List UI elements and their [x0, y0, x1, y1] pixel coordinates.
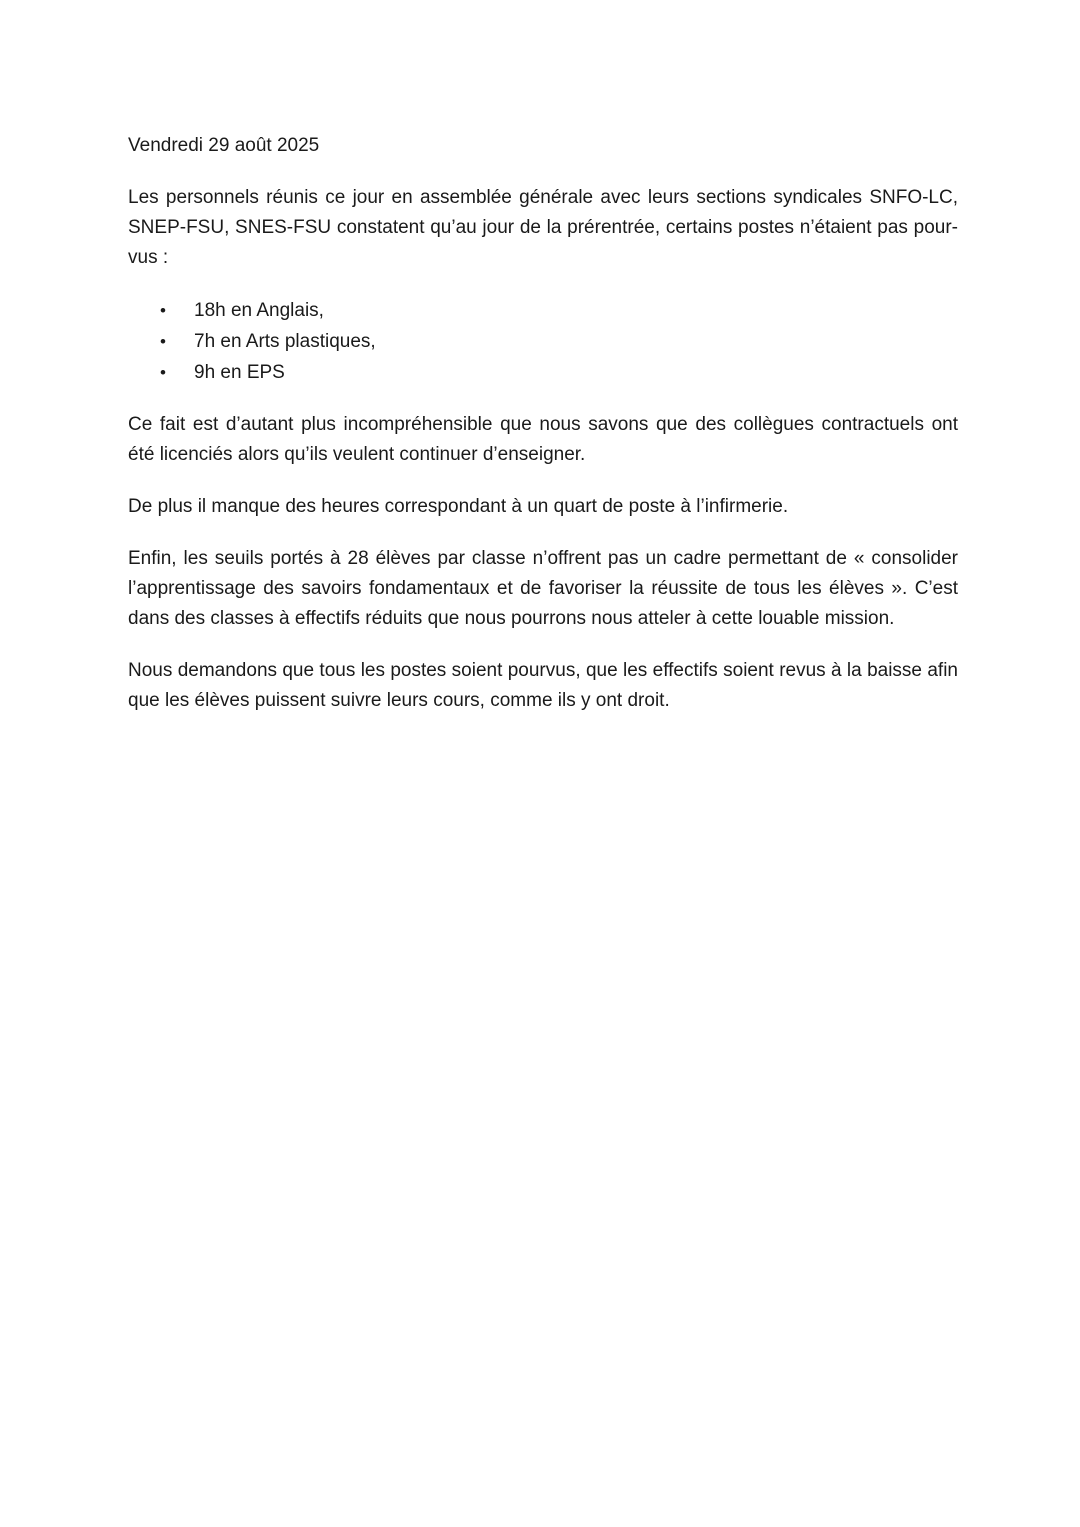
list-item — [160, 295, 958, 326]
document-content — [128, 131, 958, 716]
list-item-text: 9h en EPS — [194, 362, 285, 383]
bullet-icon: • — [160, 301, 166, 320]
paragraph-infirmerie: De plus il manque des heures correspondant à un quart de poste à l’infirmerie. — [128, 496, 789, 517]
paragraph-seuils: Enfin, les seuils portés à 28 élèves par classe n’offrent pas un cadre permettant de « consolider l’apprentissage des savoirs fondamentaux et de favoriser la réussite de tous les élèves ». C’est dans des classes à effectifs réduits que nous pourrons nous atteler à cette louable mission. — [128, 548, 958, 629]
list-item-text: 7h en Arts plastiques, — [194, 331, 376, 352]
list-item — [160, 357, 958, 388]
paragraph-incomprehensible: Ce fait est d’autant plus incompréhensible que nous savons que des collègues contractuels ont été licenciés alors qu’ils veulent continuer d’enseigner. — [128, 414, 958, 465]
paragraph-demandes: Nous demandons que tous les postes soient pourvus, que les effectifs soient revus à la baisse afin que les élèves puissent suivre leurs cours, comme ils y ont droit. — [128, 660, 958, 711]
bullet-icon: • — [160, 332, 166, 351]
list-item-text: 18h en Anglais, — [194, 300, 324, 321]
date-line: Vendredi 29 août 2025 — [128, 135, 320, 156]
bullet-list — [128, 295, 958, 388]
list-item — [160, 326, 958, 357]
bullet-icon: • — [160, 363, 166, 382]
paragraph-intro: Les personnels réunis ce jour en assemblée générale avec leurs sections syndicales SNFO-LC, SNEP-FSU, SNES-FSU constatent qu’au jour de la prérentrée, certains postes n’étaient pas pourvus : — [128, 187, 958, 268]
